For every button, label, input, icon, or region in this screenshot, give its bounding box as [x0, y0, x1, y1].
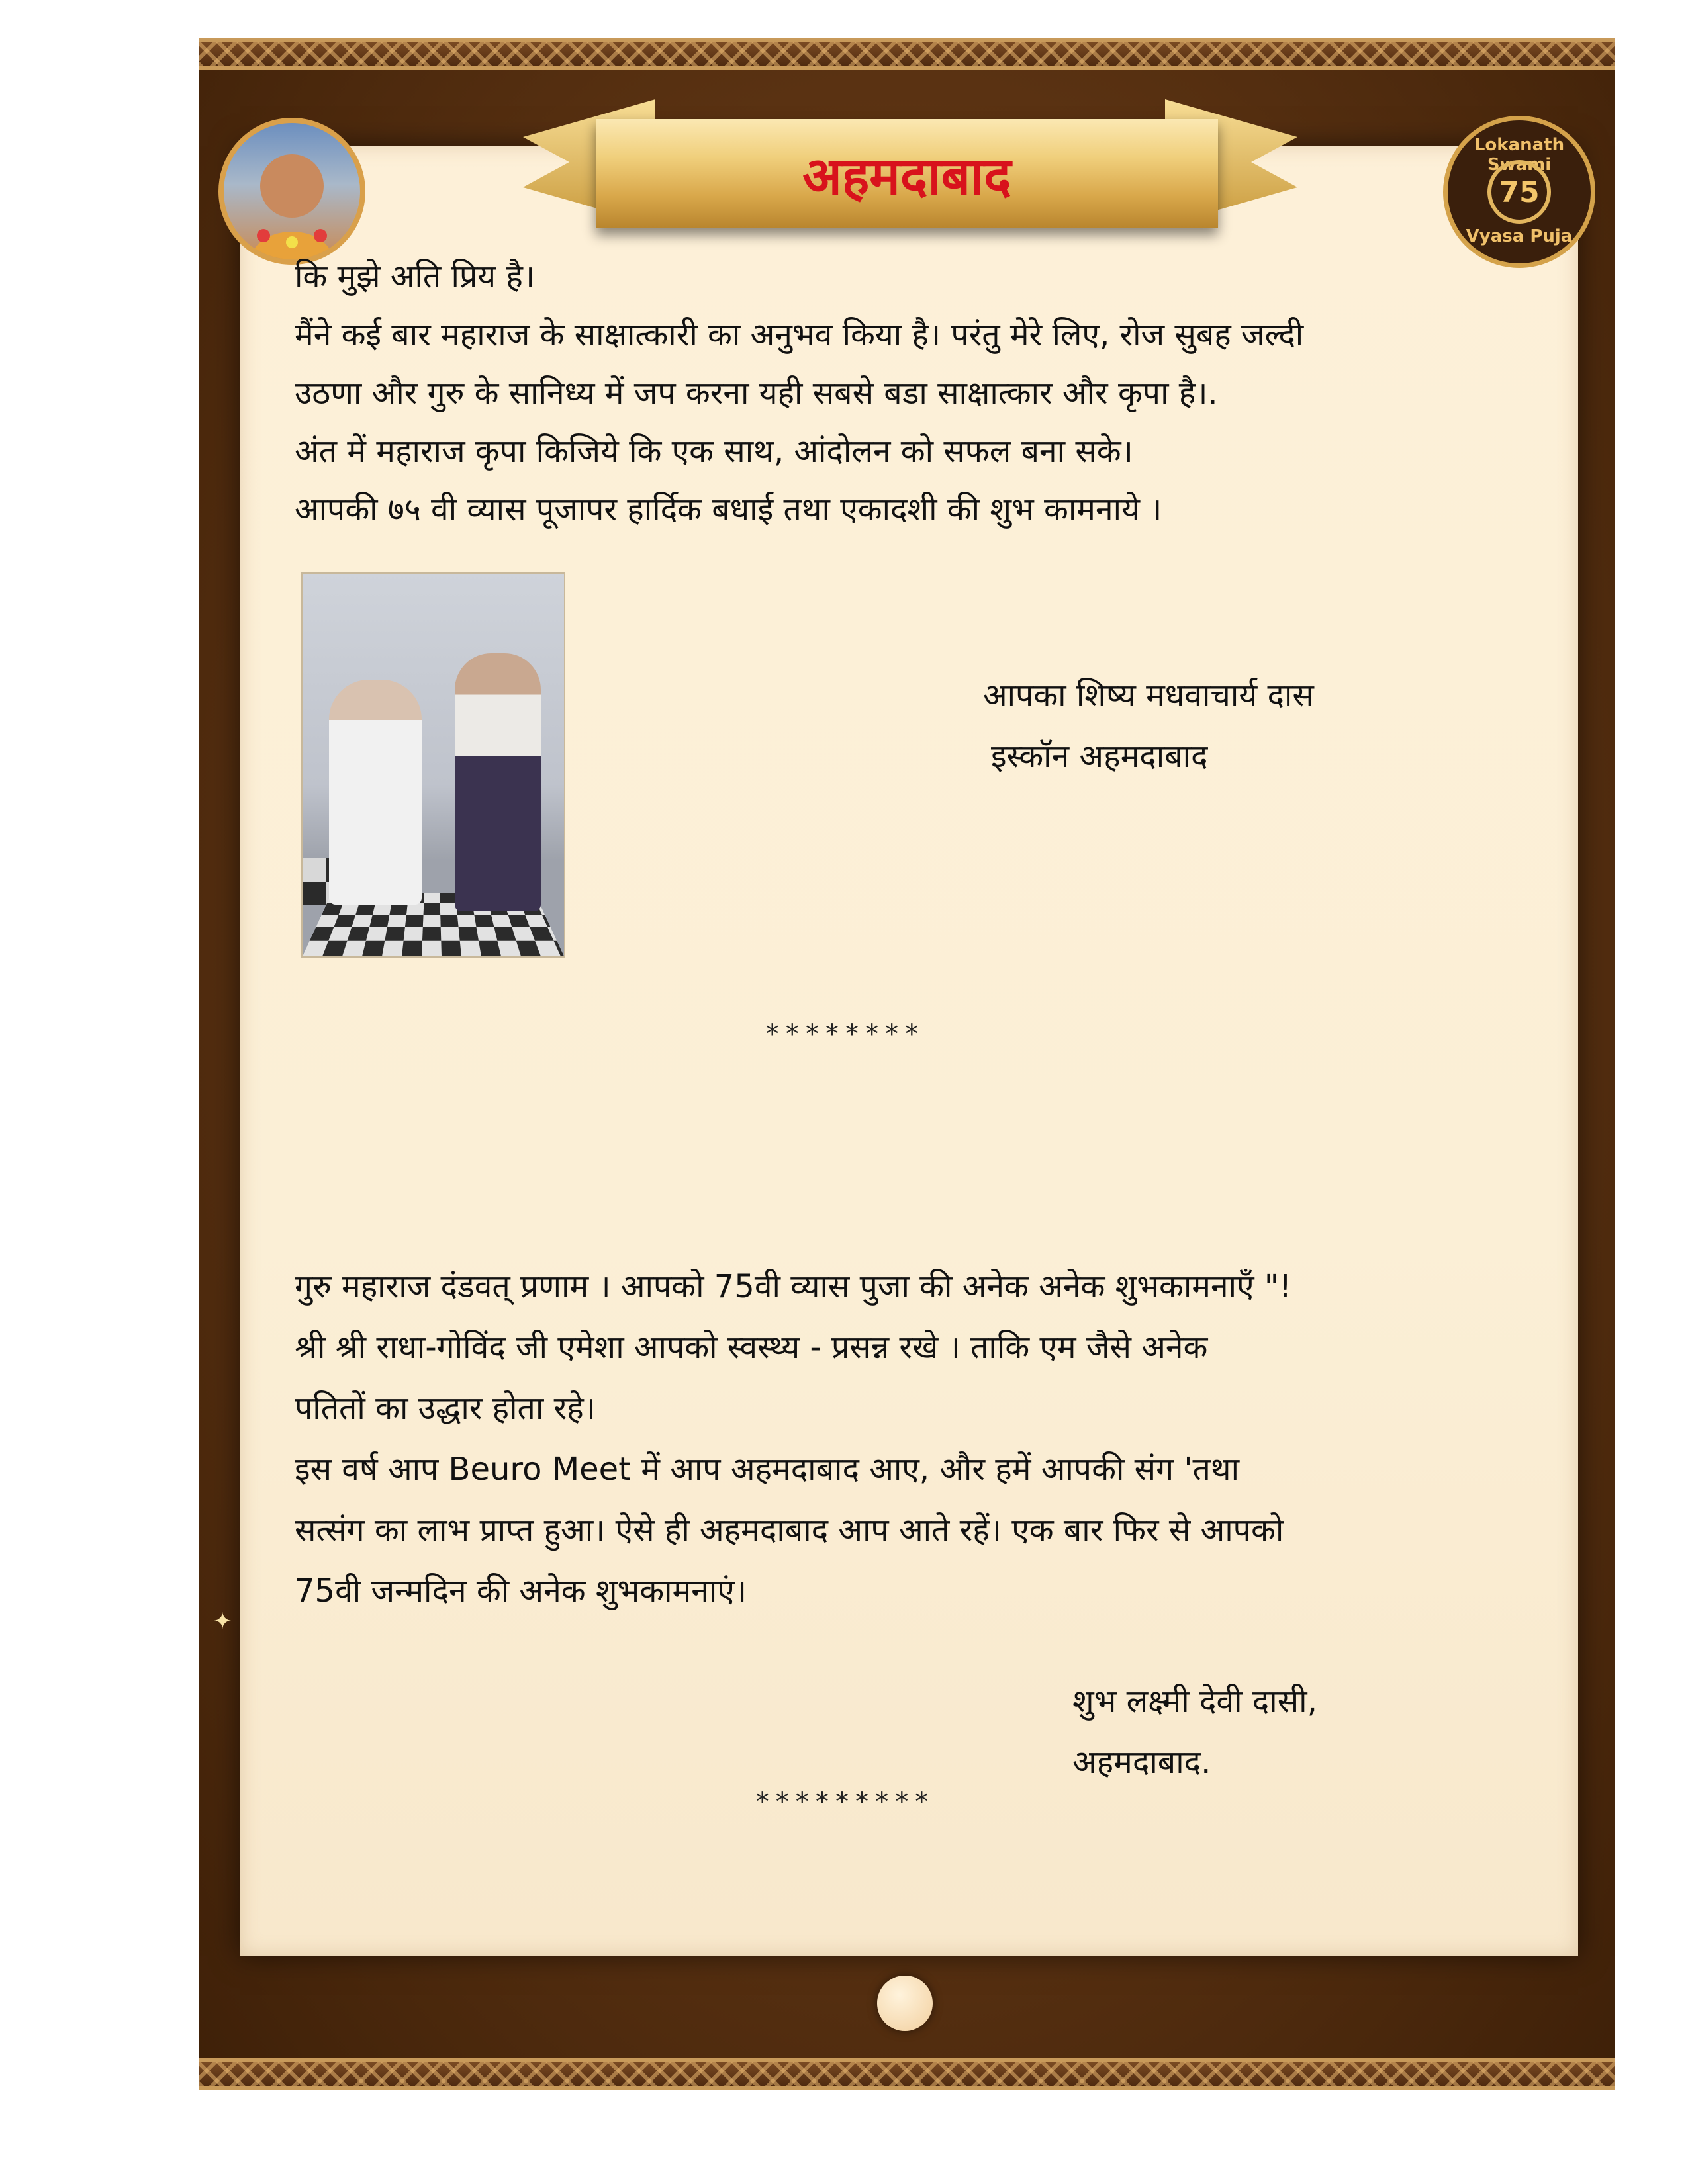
letter-2-line: गुरु महाराज दंडवत् प्रणाम । आपको 75वी व्यास पुजा की अनेक अनेक शुभकामनाएँ "! [295, 1268, 1292, 1305]
letter-2-line: पतितों का उद्धार होता रहे। [295, 1390, 596, 1427]
signature-line: इस्कॉन अहमदाबाद [991, 738, 1208, 775]
letter-2-body [295, 1256, 1291, 1621]
portrait-icon [224, 123, 360, 259]
vyasa-puja-75-badge [1443, 116, 1595, 268]
sparkle-icon: ✦ [213, 1608, 232, 1635]
letter-1-line: उठणा और गुरु के सानिध्य में जप करना यही सबसे बडा साक्षात्कार और कृपा है।. [295, 375, 1218, 412]
signature-line: शुभ लक्ष्मी देवी दासी, [1072, 1683, 1317, 1720]
badge-number-ring [1487, 160, 1551, 224]
letter-1-line: अंत में महाराज कृपा किजिये कि एक साथ, आंदोलन को सफल बना सके। [295, 433, 1133, 470]
letter-1-line: आपकी ७५ वी व्यास पूजापर हार्दिक बधाई तथा एकादशी की शुभ कामनाये । [295, 491, 1162, 528]
page-title: अहमदाबाद [802, 146, 1011, 206]
frame-border-bottom [199, 2058, 1615, 2090]
letter-1-line: मैंने कई बार महाराज के साक्षात्कारी का अनुभव किया है। परंतु मेरे लिए, रोज सुबह जल्दी [295, 316, 1304, 353]
separator-stars: ********* [754, 1787, 934, 1817]
separator-stars: ******** [764, 1019, 924, 1050]
badge-number: 75 [1499, 175, 1540, 209]
photo-two-devotees [301, 572, 565, 958]
letter-1-line: कि मुझे अति प्रिय है। [295, 258, 536, 295]
signature-line: अहमदाबाद. [1072, 1744, 1211, 1781]
badge-top-text: Lokanath Swami [1474, 135, 1565, 175]
letter-1-signature [983, 665, 1314, 787]
letter-2-line: 75वी जन्मदिन की अनेक शुभकामनाएं। [295, 1572, 747, 1610]
signature-line: आपका शिष्य मधवाचार्य दास [983, 677, 1314, 714]
letter-2-line: इस वर्ष आप Beuro Meet में आप अहमदाबाद आए, और हमें आपकी संग 'तथा [295, 1451, 1240, 1488]
title-ribbon [596, 119, 1218, 228]
bottom-ornament-circle [877, 1976, 933, 2031]
letter-2-line: श्री श्री राधा-गोविंद जी एमेशा आपको स्वस्थ्य - प्रसन्न रखे । ताकि एम जैसे अनेक [295, 1329, 1208, 1366]
letter-2-signature [1072, 1671, 1317, 1793]
badge-bottom-text: Vyasa Puja [1466, 226, 1573, 246]
photo-person-left [329, 680, 422, 905]
frame-border-top [199, 38, 1615, 70]
letter-1-body [295, 248, 1303, 539]
letter-2-line: सत्संग का लाभ प्राप्त हुआ। ऐसे ही अहमदाबाद आप आते रहें। एक बार फिर से आपको [295, 1512, 1284, 1549]
guru-portrait-avatar [218, 118, 365, 265]
photo-person-right [455, 653, 541, 911]
